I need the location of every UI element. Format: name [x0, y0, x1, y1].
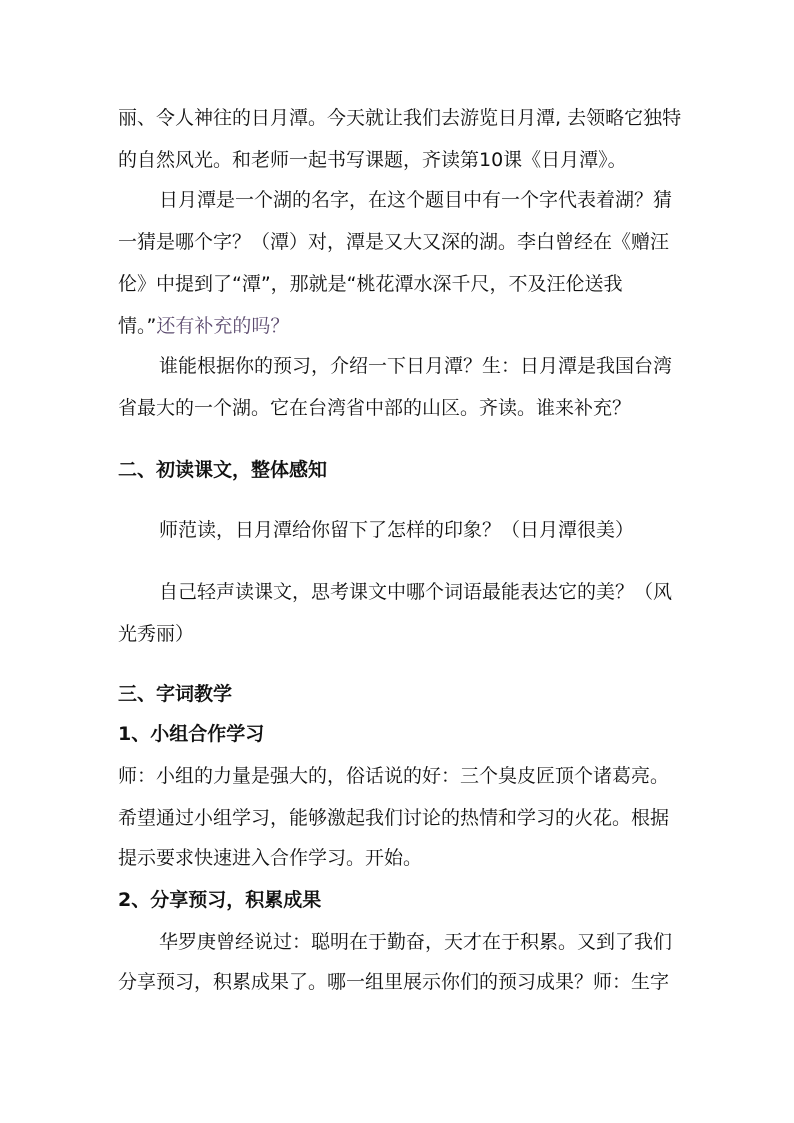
- paragraph-line: 师范读，日月潭给你留下了怎样的印象？（日月潭很美）: [159, 519, 635, 541]
- paragraph-line: 希望通过小组学习，能够激起我们讨论的热情和学习的火花。根据: [118, 807, 670, 829]
- paragraph-line: 谁能根据你的预习，介绍一下日月潭？生：日月潭是我国台湾: [159, 355, 673, 377]
- paragraph-line: 华罗庚曾经说过：聪明在于勤奋，天才在于积累。又到了我们: [159, 931, 673, 953]
- paragraph-line-tail: 还有补充的吗？: [156, 315, 290, 337]
- paragraph-line: 日月潭是一个湖的名字，在这个题目中有一个字代表着湖？猜: [159, 189, 673, 211]
- paragraph-line: 分享预习，积累成果了。哪一组里展示你们的预习成果？师：生字: [118, 971, 670, 993]
- section-heading: 三、字词教学: [118, 683, 233, 705]
- paragraph-line: 光秀丽）: [118, 623, 195, 645]
- subsection-heading: 1、小组合作学习: [118, 723, 265, 745]
- paragraph-line: 的自然风光。和老师一起书写课题，齐读第10课《日月潭》。: [118, 149, 627, 171]
- subsection-heading: 2、分享预习，积累成果: [118, 889, 322, 911]
- paragraph-line: 自己轻声读课文，思考课文中哪个词语最能表达它的美？（风: [159, 581, 673, 603]
- paragraph-line: 丽、令人神往的日月潭。今天就让我们去游览日月潭, 去领略它独特: [118, 107, 682, 129]
- paragraph-line: [118, 314, 289, 338]
- paragraph-line: 省最大的一个湖。它在台湾省中部的山区。齐读。谁来补充？: [118, 397, 632, 419]
- paragraph-line: 一猜是哪个字？（潭）对，潭是又大又深的湖。李白曾经在《赠汪: [118, 231, 670, 253]
- paragraph-line: 伦》中提到了“潭”，那就是“桃花潭水深千尺，不及汪伦送我: [118, 273, 623, 295]
- section-heading: 二、初读课文，整体感知: [118, 459, 328, 481]
- paragraph-line-start: 情。”: [118, 315, 157, 337]
- paragraph-line: 提示要求快速进入合作学习。开始。: [118, 847, 423, 869]
- paragraph-line: 师：小组的力量是强大的，俗话说的好：三个臭皮匠顶个诸葛亮。: [118, 765, 670, 787]
